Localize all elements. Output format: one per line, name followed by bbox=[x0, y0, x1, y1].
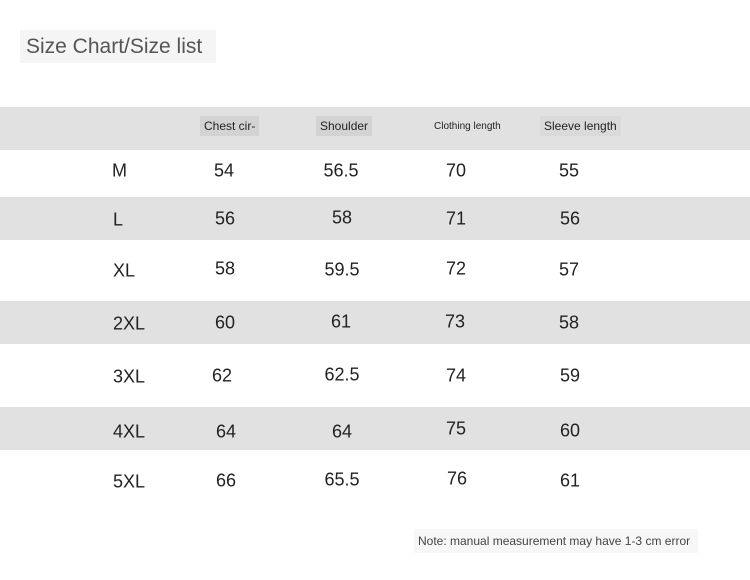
table-cell-size: 5XL bbox=[113, 471, 146, 492]
table-cell-shoulder: 58 bbox=[331, 207, 353, 228]
table-cell-chest: 58 bbox=[214, 258, 236, 279]
table-cell-sleeve: 56 bbox=[559, 208, 581, 229]
table-cell-chest: 62 bbox=[211, 365, 233, 386]
table-cell-length: 74 bbox=[445, 365, 467, 386]
size-chart-title: Size Chart/Size list bbox=[20, 30, 216, 63]
column-header-shoulder: Shoulder bbox=[316, 116, 372, 136]
table-cell-size: 4XL bbox=[113, 421, 146, 442]
table-cell-shoulder: 65.5 bbox=[324, 469, 360, 490]
table-cell-size: XL bbox=[113, 260, 136, 281]
table-cell-shoulder: 61 bbox=[330, 311, 352, 332]
table-cell-size: L bbox=[113, 209, 124, 230]
column-header-chest: Chest cir- bbox=[200, 116, 259, 136]
table-cell-length: 70 bbox=[445, 160, 467, 181]
table-cell-chest: 54 bbox=[213, 160, 235, 181]
table-cell-chest: 60 bbox=[214, 312, 236, 333]
table-cell-sleeve: 57 bbox=[558, 259, 580, 280]
table-cell-chest: 66 bbox=[215, 470, 237, 491]
table-cell-length: 73 bbox=[444, 311, 466, 332]
table-cell-sleeve: 61 bbox=[559, 470, 581, 491]
table-cell-size: 3XL bbox=[113, 366, 146, 387]
column-header-length: Clothing length bbox=[434, 121, 501, 132]
table-cell-shoulder: 56.5 bbox=[323, 160, 359, 181]
table-header-band bbox=[0, 107, 750, 150]
table-cell-size: M bbox=[112, 160, 127, 181]
table-cell-chest: 64 bbox=[215, 421, 237, 442]
measurement-note: Note: manual measurement may have 1-3 cm error bbox=[414, 529, 698, 553]
table-cell-sleeve: 55 bbox=[558, 160, 580, 181]
table-cell-shoulder: 59.5 bbox=[324, 259, 360, 280]
table-cell-length: 75 bbox=[445, 418, 467, 439]
table-cell-length: 71 bbox=[445, 208, 467, 229]
table-cell-length: 76 bbox=[446, 468, 468, 489]
table-cell-sleeve: 58 bbox=[558, 312, 580, 333]
table-cell-sleeve: 59 bbox=[559, 365, 581, 386]
table-cell-sleeve: 60 bbox=[559, 420, 581, 441]
table-cell-chest: 56 bbox=[214, 208, 236, 229]
table-cell-shoulder: 64 bbox=[331, 421, 353, 442]
table-cell-length: 72 bbox=[445, 258, 467, 279]
table-cell-size: 2XL bbox=[113, 313, 146, 334]
table-cell-shoulder: 62.5 bbox=[324, 364, 360, 385]
column-header-sleeve: Sleeve length bbox=[540, 116, 621, 136]
